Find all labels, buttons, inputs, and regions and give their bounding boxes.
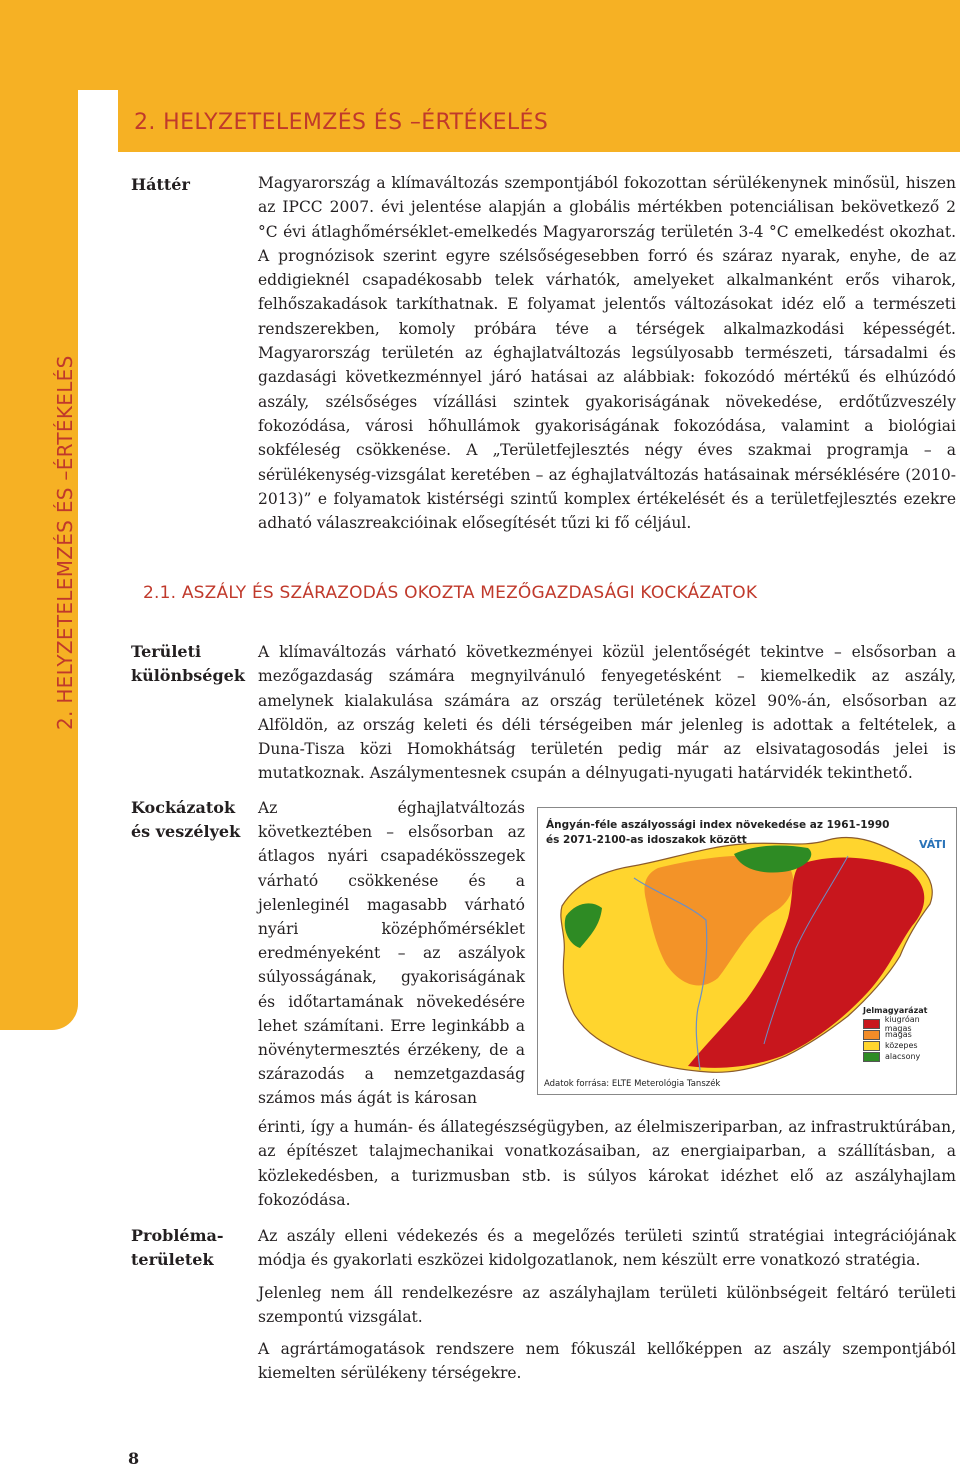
label-line: különbségek [131,666,245,685]
legend-label: kiugróan magas [884,1014,920,1033]
legend-label: alacsony [885,1052,921,1061]
problema-paragraph-1: Az aszály elleni védekezés és a megelőzés területi szintű stratégiai integrációjának módja és gyakorlati eszközei kidolgozatlanok, nem készült erre vonatkozó stratégia. [258,1227,956,1270]
problema-paragraph-2: Jelenleg nem áll rendelkezésre az aszályhajlam területi különbségeit feltáró területi szempontú vizsgálat. [258,1284,956,1327]
section-label-problema [131,1224,224,1272]
teruleti-paragraph: A klímaváltozás várható következményei közül jelentőségét tekintve – elsősorban a mezőgazdaság számára megnyilvánuló fenyegetésként – kiemelkedik az aszály, amelynek kialakulása számára az ország területének közel 90%-án, elsősorban az Alföldön, az ország keleti és déli térségeiben már jelenleg is adottak a feltételek, a Duna-Tisza közi Homokhátság területén pedig már az elsivatagosodás jelei is mutatkoznak. Aszálymentesnek csupán a délnyugati-nyugati határvidék tekinthető. [258,643,956,783]
top-color-band [0,0,960,90]
hatter-paragraph: Magyarország a klímaváltozás szempontjából fokozottan sérülékenynek minősül, hiszen az IPCC 2007. évi jelentése alapján a globális mértékben potenciálisan bekövetkező 2 °C évi átlaghőmérséklet-emelkedés Magyarország területén 3-4 °C emelkedést okozhat. A prognózisok szerint egyre szélsőségesebben forró és száraz nyarak, enyhe, de az eddigieknél csapadékosabb telek várhatók, amelyeket alkalmanként erős viharok, felhőszakadások tarkíthatnak. E folyamat jelentős változásokat idéz elő a természeti rendszerekben, komoly próbára téve a térségek alkalmazkodási képességét. Magyarország területén az éghajlatváltozás legsúlyosabb természeti, társadalmi és gazdasági következménnyel járó hatásai az alábbiak: fokozódó mértékű és elhúzódó aszály, szélsőséges vízállási szintek gyakoriságának növekedése, erdőtűzveszély fokozódása, városi hőhullámok gyakoriságának fokozódása, valamint a biológiai sokféleség csökkenése. A „Területfejlesztés négy éves szakmai programja – a sérülékenység-vizsgálat keretében – az éghajlatváltozás hatásainak mérséklésére (2010-2013)” e folyamatok kistérségi szintű komplex értékelését és a területfejlesztés ezekre adható válaszreakcióinak elősegítését tűzi ki fő céljául. [258,174,956,533]
legend-item [863,1014,948,1033]
drought-index-map [537,807,957,1095]
subsection-title: 2.1. ASZÁLY ÉS SZÁRAZODÁS OKOZTA MEZŐGAZDASÁGI KOCKÁZATOK [143,583,758,603]
problema-paragraph-3: A agrártámogatások rendszere nem fókuszál kellőképpen az aszály szempontjából kiemelten sérülékeny térségekre. [258,1340,956,1383]
legend-title: Jelmagyarázat [863,1006,928,1015]
map-title: Ángyán-féle aszályossági index növekedése az 1961-1990 és 2071-2100-as idoszakok között [546,819,890,846]
legend-item [863,1040,948,1051]
section-label-kockazatok [131,796,240,844]
legend-label: közepes [885,1041,918,1050]
label-line: Kockázatok [131,798,236,817]
chapter-title: 2. HELYZETELEMZÉS ÉS –ÉRTÉKELÉS [134,110,549,135]
label-line: és veszélyek [131,822,241,841]
label-line: területek [131,1250,214,1269]
side-chapter-title: 2. HELYZETELEMZÉS ÉS –ÉRTÉKELÉS [53,355,77,730]
legend-swatch [863,1019,880,1029]
section-label-teruleti [131,640,245,688]
legend-label: magas [885,1030,912,1039]
legend-swatch [863,1052,880,1062]
section-label-hatter: Háttér [131,175,190,194]
label-line: Területi [131,642,202,661]
legend-swatch [863,1041,880,1051]
kockazatok-wide-text: érinti, így a humán- és állategészségügyben, az élelmiszeriparban, az infrastruktúrában, az építészet talajmechanikai vonatkozásaiban, az energiaiparban, a szállításban, a közlekedésben, a turizmusban stb. is súlyos károkat idézhet elő az aszályhajlam fokozódása. [258,1118,956,1209]
kockazatok-narrow-text: Az éghajlatváltozás következtében – elsősorban az átlagos nyári csapadékösszegek várható csökkenése és a jelenleginél magasabb várható nyári középhőmérséklet eredményeként – az aszályok súlyosságának, gyakoriságának és időtartamának növekedésére lehet számítani. Erre leginkább a növénytermesztés érzékeny, de a szárazodás a nemzetgazdaság számos más ágát is károsan [258,799,525,1108]
label-line: Probléma- [131,1226,224,1245]
vati-logo: VÁTI [918,838,946,851]
page-number: 8 [128,1449,140,1468]
map-legend [863,1006,948,1062]
map-source: Adatok forrása: ELTE Meterológia Tanszék [544,1079,721,1089]
legend-item [863,1051,948,1062]
legend-swatch [863,1030,880,1040]
